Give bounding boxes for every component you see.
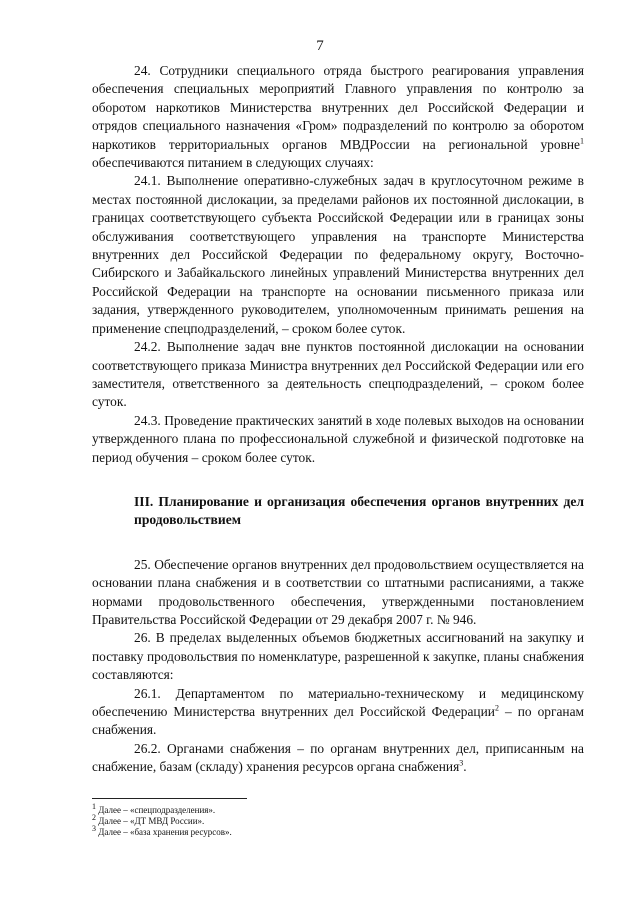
footnote-3-number: 3 (92, 824, 96, 833)
footnote-3 (92, 824, 392, 838)
footnote-2-number: 2 (92, 813, 96, 822)
paragraph-26-1-text: 26.1. Департаментом по материально-техническому и медицинскому обеспечению Министерства внутренних дел Российской Федерации (92, 685, 584, 719)
footnote-ref-1: 1 (580, 136, 584, 146)
paragraph-26-2-text: 26.2. Органами снабжения – по органам внутренних дел, приписанным на снабжение, базам (складу) хранения ресурсов органа снабжения (92, 740, 584, 775)
footnote-divider (92, 798, 247, 799)
paragraph-26-1 (92, 685, 584, 740)
page-number: 7 (316, 38, 324, 54)
paragraph-26-2 (92, 740, 584, 777)
paragraph-24-text: 24. Сотрудники специального отряда быстрого реагирования управления обеспечения специальных мероприятий Главного управления по контролю за оборотом наркотиков Министерства внутренних дел Российской Федерации и отрядов специального назначения «Гром» подразделений по контролю за оборотом наркотиков территориальных органов МВДРоссии на региональной уровне (92, 63, 584, 152)
paragraph-25: 25. Обеспечение органов внутренних дел продовольствием осуществляется на основании плана снабжения и в соответствии со штатными расписаниями, а также нормами продовольственного обеспечения, утвержденными постановлением Правительства Российской Федерации от 29 декабря 2007 г. № 946. (92, 556, 584, 627)
document-body (92, 62, 584, 777)
paragraph-26: 26. В пределах выделенных объемов бюджетных ассигнований на закупку и поставку продовольствия по номенклатуре, разрешенной к закупке, планы снабжения составляются: (92, 630, 584, 683)
paragraph-24 (92, 62, 584, 172)
paragraph-26-1-tail: – по органам снабжения. (92, 704, 584, 738)
paragraph-24-1: 24.1. Выполнение оперативно-служебных задач в круглосуточном режиме в местах постоянной дислокации, за пределами районов их постоянной дислокации, в границах соответствующего субъекта Российской Федерации или в границах зоны обслуживания соответствующего управления на транспорте Министерства внутренних дел Российской Федерации по федеральному округу, Восточно-Сибирского и Забайкальского линейных управлений Министерства внутренних дел Российской Федерации на транспорте на основании письменного приказа или задания, утвержденного руководителем, уполномоченным принимать решения на применение спецподразделений, – сроком более суток. (92, 173, 584, 336)
footnote-1-number: 1 (92, 802, 96, 811)
section-heading: III. Планирование и организация обеспечения органов внутренних дел продовольствием (134, 493, 584, 528)
footnote-3-text: Далее – «база хранения ресурсов». (96, 827, 232, 837)
footnote-2-text: Далее – «ДТ МВД России». (96, 816, 205, 826)
footnote-ref-3: 3 (459, 758, 464, 768)
footnote-1 (92, 802, 392, 816)
paragraph-24-2: 24.2. Выполнение задач вне пунктов постоянной дислокации на основании соответствующего приказа Министра внутренних дел Российской Федерации или его заместителя, ответственного за деятельность спецподразделений, – сроком более суток. (92, 339, 584, 410)
paragraph-24-tail: обеспечиваются питанием в следующих случаях: (92, 155, 374, 171)
footnotes (92, 798, 392, 838)
footnote-1-text: Далее – «спецподразделения». (96, 805, 216, 815)
paragraph-24-3: 24.3. Проведение практических занятий в ходе полевых выходов на основании утвержденного плана по профессиональной служебной и физической подготовке на период обучения – сроком более суток. (92, 412, 584, 465)
footnote-ref-2: 2 (494, 703, 499, 713)
paragraph-26-2-tail: . (463, 759, 467, 775)
footnote-2 (92, 813, 392, 827)
